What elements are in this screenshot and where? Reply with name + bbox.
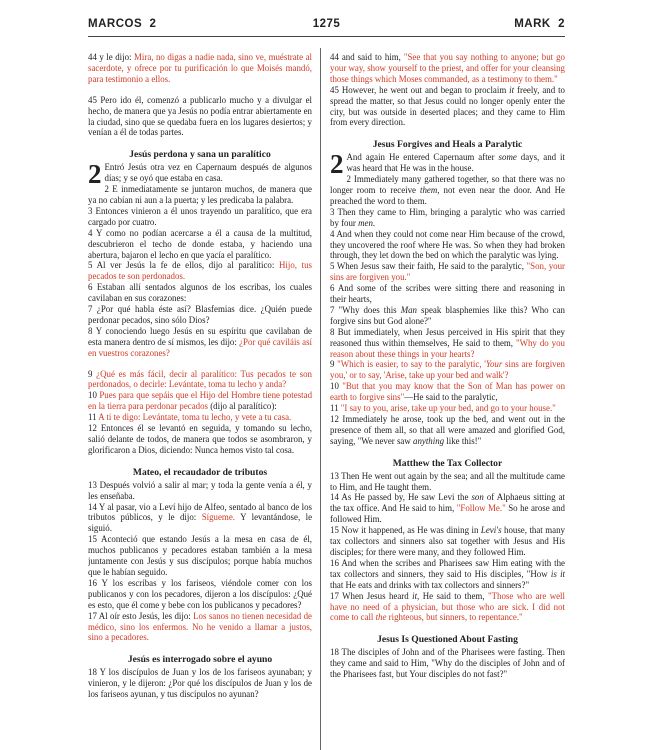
text-run: —He said to the paralytic,	[404, 392, 498, 403]
text-run: 16 Y los escribas y los fariseos, viéndole comer con los publicanos y con los pecadores, dijeron a los discípulos: ¿Qué es esto, que él come y bebe con los publicanos y pecadores?	[88, 577, 312, 610]
text-run: 5 Al ver Jesús la fe de ellos, dijo al paralítico:	[88, 260, 279, 271]
verse-2-3	[330, 207, 565, 229]
section-heading: Matthew the Tax Collector	[392, 457, 503, 469]
text-run: 13 Then He went out again by the sea; and all the multitude came to Him, and He taught them.	[330, 470, 565, 492]
verse-2-13	[330, 471, 565, 493]
verse-2-18	[88, 667, 312, 700]
verse-2-2	[330, 174, 565, 207]
text-run: days, and it was heard that He was in the house.	[346, 152, 565, 174]
text-run: Hijo, tus pecados te son perdonados.	[88, 260, 312, 282]
verse-2-2	[88, 184, 312, 206]
text-run: 16 And when the scribes and Pharisees saw Him eating with the tax collectors and sinners, they said to His disciples, "How	[330, 557, 565, 579]
text-run: 4 And when they could not come near Him because of the crowd, they uncovered the roof where He was. So when they had broken through, they let down the bed on which the paralytic was lying.	[330, 228, 565, 261]
text-run: 5 When Jesus saw their faith, He said to the paralytic,	[330, 261, 527, 272]
text-run: son	[471, 492, 484, 503]
text-run: Pues para que sepáis que el Hijo del Hombre tiene potestad en la tierra para perdonar pecados	[88, 390, 312, 412]
chapter-number: 2	[88, 159, 102, 190]
text-run: "Which is easier, to say to the paralytic, '	[337, 359, 486, 370]
verse-2-6	[330, 283, 565, 305]
text-run: Los sanos no tienen necesidad de médico, sino los enfermos. No he venido a llamar a justos, sino a pecadores.	[88, 610, 312, 643]
verse-2-12	[330, 414, 565, 447]
text-run: A ti te digo: Levántate, toma tu lecho, y vete a tu casa.	[98, 412, 292, 423]
verse-2-16	[88, 578, 312, 611]
verse-2-10	[88, 390, 312, 412]
text-run: 2 Immediately many gathered together, so that there was no longer room to receive	[330, 174, 565, 195]
english-column	[330, 52, 565, 750]
text-run: Y levantándose, le siguió.	[88, 512, 312, 534]
verse-2-15	[330, 525, 565, 558]
text-run: men	[358, 217, 373, 228]
text-run: "Why do you reason about these things in your hearts?	[330, 337, 565, 359]
text-run: "I say to you, arise, take up your bed, and go to your house."	[340, 403, 556, 414]
text-run: , He said to them,	[417, 590, 488, 601]
text-run: freely, and to spread the matter, so that Jesus could no longer openly enter the city, but was outside in deserted places; and they came to Him from every direction.	[330, 84, 565, 128]
text-run: ¿Por qué caviláis así en vuestros corazones?	[88, 336, 312, 358]
text-run: Mira, no digas a nadie nada, sino ve, muéstrate al sacerdote, y ofrece por tu purificación lo que Moisés mandó, para testimonio a ellos.	[88, 52, 312, 84]
verse-1-45	[88, 95, 312, 139]
text-run: So he arose and followed Him.	[330, 503, 565, 525]
verse-1-45	[330, 85, 565, 129]
text-run: 15 Now it happened, as He was dining in	[330, 525, 481, 536]
text-run: 45 However, he went out and began to proclaim	[330, 84, 510, 95]
text-run: Man	[400, 304, 417, 315]
verse-2-6	[88, 282, 312, 304]
page-header	[88, 18, 565, 34]
verse-2-8	[330, 327, 565, 360]
text-run: 15 Aconteció que estando Jesús a la mesa en casa de él, muchos publicanos y pecadores estaban también a la mesa juntamente con Jesús y sus discípulos; porque había muchos que le habían seguido.	[88, 534, 312, 577]
text-run: 7 "Why does this	[330, 304, 401, 315]
text-run: 7 ¿Por qué habla éste así? Blasfemias dice. ¿Quién puede perdonar pecados, sino sólo Dios?	[88, 304, 312, 325]
text-run: of Alphaeus sitting at the tax office. And He said to him,	[330, 492, 565, 514]
text-run: 44 and said to him,	[330, 52, 404, 62]
text-run: the	[375, 612, 387, 623]
text-run: speak blasphemies like this? Who can forgive sins but God alone?"	[330, 304, 565, 326]
text-run: 3 Entonces vinieron a él unos trayendo un paralítico, que era cargado por cuatro.	[88, 205, 312, 227]
text-run: 8 Y conociendo luego Jesús en su espíritu que cavilaban de esta manera dentro de sí mismos, les dijo:	[88, 325, 312, 347]
verse-2-14	[88, 502, 312, 535]
text-run: 17 When Jesus heard	[330, 590, 413, 601]
verse-2-8	[88, 326, 312, 359]
verse-2-11	[88, 412, 312, 423]
text-run: Sígueme.	[201, 512, 235, 523]
header-right-reference: MARK 2	[514, 18, 565, 30]
text-run: like this!"	[444, 435, 482, 446]
verse-2-10	[330, 381, 565, 403]
verse-2-5	[88, 260, 312, 282]
text-run: 4 Y como no podían acercarse a él a causa de la multitud, descubrieron el techo de donde estaba, y haciendo una abertura, bajaron el lecho en que yacía el paralítico.	[88, 227, 312, 260]
spanish-column	[88, 52, 312, 750]
text-run: 10	[88, 390, 100, 401]
text-run: 3 Then they came to Him, bringing a paralytic who was carried by four	[330, 206, 565, 228]
verse-2-9	[88, 369, 312, 391]
text-run: sins are forgiven you,' or to say, 'Arise, take up your bed and walk'?	[330, 359, 565, 381]
verse-1-44	[88, 52, 312, 85]
verse-2-18	[330, 647, 565, 680]
verse-2-7	[88, 304, 312, 326]
text-run: 17 Al oír esto Jesús, les dijo:	[88, 610, 194, 621]
verse-2-1	[88, 159, 312, 190]
verse-2-12	[88, 423, 312, 456]
text-run: 13 Después volvió a salir al mar; y toda la gente venía a él, y les enseñaba.	[88, 479, 312, 501]
text-run: it	[509, 84, 515, 95]
verse-2-4	[88, 228, 312, 261]
text-run: "But that you may know that the Son of Man has power on earth to forgive sins"	[330, 381, 565, 403]
chapter-number: 2	[330, 149, 344, 180]
text-run: Your	[485, 359, 503, 370]
verse-2-15	[88, 534, 312, 578]
verse-2-3	[88, 206, 312, 228]
text-run: Levi's	[480, 525, 502, 536]
section-heading: Jesús es interrogado sobre el ayuno	[127, 654, 273, 666]
verse-2-5	[330, 261, 565, 283]
text-run: house, that many tax collectors and sinners also sat together with Jesus and His disciples; for there were many, and they followed Him.	[330, 525, 565, 557]
text-run: Entró Jesús otra vez en Capernaum después de algunos días; y se oyó que estaba en casa.	[104, 162, 312, 184]
text-run: , not even near the door. And He preached the word to them.	[330, 184, 565, 206]
page-number: 1275	[312, 18, 341, 30]
verse-2-14	[330, 492, 565, 525]
text-run: "Son, your sins are forgiven you."	[330, 261, 565, 283]
text-run: righteous, but sinners, to repentance."	[386, 612, 523, 623]
verse-2-17	[330, 591, 565, 624]
text-run: 44 y le dijo:	[88, 52, 134, 62]
text-run: 8 But immediately, when Jesus perceived in His spirit that they reasoned thus within themselves, He said to them,	[330, 326, 565, 348]
text-run: some	[498, 152, 517, 163]
section-heading: Jesus Forgives and Heals a Paralytic	[372, 139, 523, 151]
text-run: 6 Estaban allí sentados algunos de los escribas, los cuales cavilaban en sus corazones:	[88, 282, 312, 304]
text-run: 11	[330, 403, 341, 414]
text-run: 18 Y los discípulos de Juan y los de los fariseos ayunaban; y vinieron, y le dijeron: ¿Por qué los discípulos de Juan y los de los fariseos ayunan, y tus discípulos no ayunan?	[88, 667, 312, 700]
verse-2-17	[88, 611, 312, 644]
header-left-reference: MARCOS 2	[88, 18, 157, 30]
text-run: them	[420, 184, 438, 195]
text-run: 12 Entonces él se levantó en seguida, y tomando su lecho, salió delante de todos, de manera que todos se asombraron, y glorificaron a Dios, diciendo: Nunca hemos visto tal cosa.	[88, 423, 312, 455]
verse-1-44	[330, 52, 565, 85]
text-run: that He eats and drinks with tax collectors and sinners?"	[330, 579, 530, 590]
section-heading: Jesús perdona y sana un paralítico	[129, 149, 271, 161]
header-rule	[88, 36, 565, 37]
text-run: 14 As He passed by, He saw Levi the	[330, 492, 472, 503]
column-divider	[320, 48, 321, 750]
verse-2-1	[330, 149, 565, 180]
text-run: 10	[330, 381, 343, 392]
section-heading: Jesus Is Questioned About Fasting	[377, 634, 518, 646]
text-run: (dijo al paralítico):	[208, 401, 277, 412]
text-run: anything	[413, 435, 445, 446]
verse-2-13	[88, 480, 312, 502]
section-heading: Mateo, el recaudador de tributos	[132, 466, 268, 478]
verse-2-7	[330, 305, 565, 327]
text-run: is it	[550, 568, 565, 579]
text-run: 14 Y al pasar, vio a Leví hijo de Alfeo, sentado al banco de los tributos públicos, y le dijo:	[88, 501, 312, 523]
text-run: 18 The disciples of John and of the Pharisees were fasting. Then they came and said to Him, "Why do the disciples of John and of the Pharisees fast, but Your disciples do not fast?"	[330, 647, 565, 680]
text-run: .	[372, 217, 376, 228]
text-run: "Follow Me."	[456, 503, 506, 514]
text-run: ¿Qué es más fácil, decir al paralítico: Tus pecados te son perdonados, o decirle: Levántate, toma tu lecho y anda?	[88, 368, 312, 390]
verse-2-11	[330, 403, 565, 414]
text-run: And again He entered Capernaum after	[346, 152, 499, 163]
text-run: 2 E inmediatamente se juntaron muchos, de manera que ya no cabían ni aun a la puerta; y les predicaba la palabra.	[88, 184, 312, 205]
text-run: 6 And some of the scribes were sitting there and reasoning in their hearts,	[330, 283, 565, 305]
text-run: it	[412, 590, 418, 601]
text-run: 11	[88, 412, 99, 423]
verse-2-16	[330, 558, 565, 591]
verse-2-4	[330, 229, 565, 262]
text-run: 9	[88, 368, 97, 379]
verse-2-9	[330, 359, 565, 381]
text-run: "See that you say nothing to anyone; but go your way, show yourself to the priest, and offer for your cleansing those things which Moses commanded, as a testimony to them."	[330, 52, 565, 84]
text-run: 45 Pero ido él, comenzó a publicarlo mucho y a divulgar el hecho, de manera que ya Jesús no podía entrar abiertamente en la ciudad, sino que se quedaba fuera en los lugares desiertos; y venían a él de todas partes.	[88, 94, 312, 138]
text-run: 12 Immediately he arose, took up the bed, and went out in the presence of them all, so that all were amazed and glorified God, saying, "We never saw	[330, 414, 565, 446]
text-run: "Those who are well have no need of a physician, but those who are sick. I did not come to call	[330, 590, 565, 623]
text-run: 9	[330, 359, 338, 370]
